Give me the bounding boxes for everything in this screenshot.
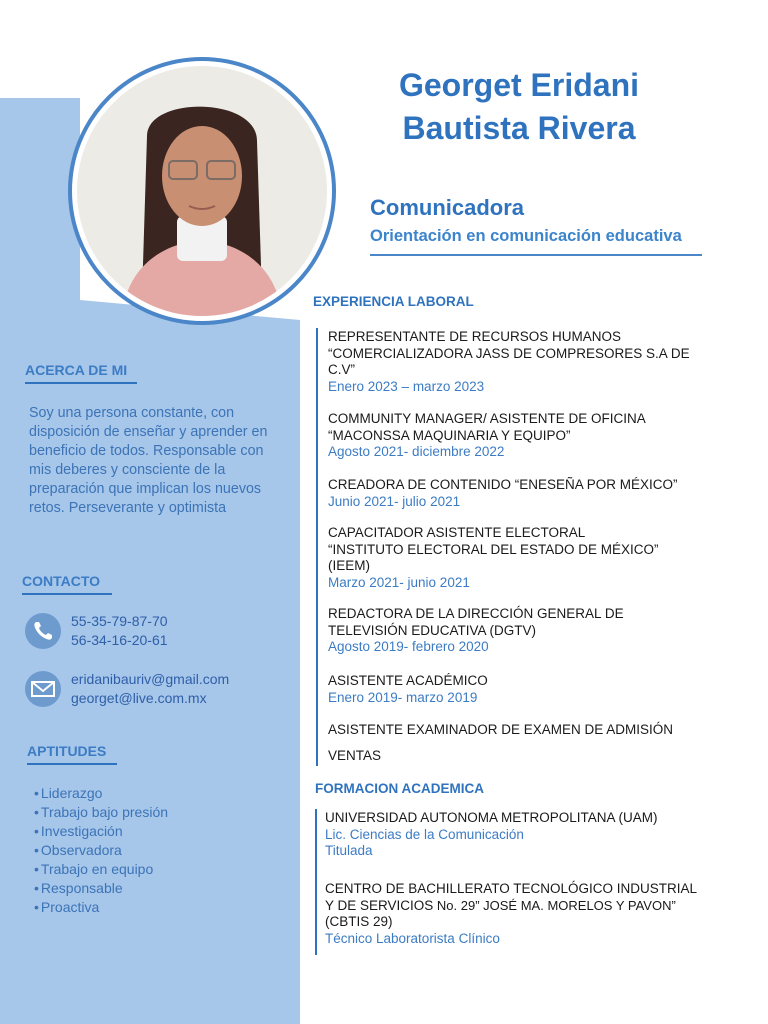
experience-item: COMMUNITY MANAGER/ ASISTENTE DE OFICINA “MACONSSA MAQUINARIA Y EQUIPO” Agosto 2021- diciembre 2022 <box>328 411 646 459</box>
email-link[interactable]: eridanibauriv@gmail.com <box>71 671 230 687</box>
phone-number[interactable]: 55-35-79-87-70 <box>71 613 168 629</box>
email-link[interactable]: georget@live.com.mx <box>71 690 207 706</box>
phone-number[interactable]: 56-34-16-20-61 <box>71 632 168 648</box>
person-icon <box>77 66 327 316</box>
skill-item: • Investigación <box>34 822 168 841</box>
experience-item: REDACTORA DE LA DIRECCIÓN GENERAL DE TELEVISIÓN EDUCATIVA (DGTV) Agosto 2019- febrero 2020 <box>328 606 624 654</box>
job-role: Comunicadora <box>370 195 525 220</box>
skill-item: • Observadora <box>34 841 168 860</box>
skill-item: • Trabajo bajo presión <box>34 803 168 822</box>
experience-bar <box>316 328 318 766</box>
experience-item: REPRESENTANTE DE RECURSOS HUMANOS “COMERCIALIZADORA JASS DE COMPRESORES S.A DE C.V” Enero 2023 – marzo 2023 <box>328 329 690 394</box>
photo-placeholder <box>77 66 327 316</box>
experience-item: ASISTENTE EXAMINADOR DE EXAMEN DE ADMISIÓN <box>328 722 674 737</box>
experience-title: EXPERIENCIA LABORAL <box>313 294 474 309</box>
experience-item: CAPACITADOR ASISTENTE ELECTORAL “INSTITUTO ELECTORAL DEL ESTADO DE MÉXICO” (IEEM) Marzo 2021- junio 2021 <box>328 525 659 590</box>
experience-item: ASISTENTE ACADÉMICO Enero 2019- marzo 2019 <box>328 673 488 705</box>
phone-list <box>71 612 168 650</box>
email-list <box>71 670 229 708</box>
education-item: UNIVERSIDAD AUTONOMA METROPOLITANA (UAM) Lic. Ciencias de la Comunicación Titulada <box>325 810 658 858</box>
skills-list <box>34 784 168 917</box>
skill-item: • Proactiva <box>34 898 168 917</box>
experience-item: CREADORA DE CONTENIDO “ENESEÑA POR MÉXICO” Junio 2021- julio 2021 <box>328 477 678 509</box>
contact-title: CONTACTO <box>22 573 100 589</box>
skill-item: • Responsable <box>34 879 168 898</box>
mail-icon <box>25 671 61 707</box>
education-item: CENTRO DE BACHILLERATO TECNOLÓGICO INDUSTRIAL Y DE SERVICIOS No. 29” JOSÉ MA. MORELOS Y PAVON” (CBTIS 29) Técnico Laboratorista Clínico <box>325 881 698 946</box>
education-title: FORMACION ACADEMICA <box>315 781 484 796</box>
education-bar <box>315 809 317 955</box>
skill-item: • Trabajo en equipo <box>34 860 168 879</box>
profile-photo <box>68 57 336 325</box>
full-name: Georget Eridani Bautista Rivera <box>398 67 640 146</box>
experience-item: VENTAS <box>328 748 382 763</box>
about-title: ACERCA DE MI <box>25 362 127 378</box>
phone-icon <box>25 613 61 649</box>
role-divider <box>370 254 702 256</box>
skills-title: APTITUDES <box>27 743 106 759</box>
skill-item: • Liderazgo <box>34 784 168 803</box>
job-role-subtitle: Orientación en comunicación educativa <box>370 227 682 245</box>
about-text: Soy una persona constante, con disposición de enseñar y aprender en beneficio de todos. Responsable con mis deberes y consciente de la preparación que implican los nuevos retos. Perseverante y optimista <box>29 405 268 516</box>
